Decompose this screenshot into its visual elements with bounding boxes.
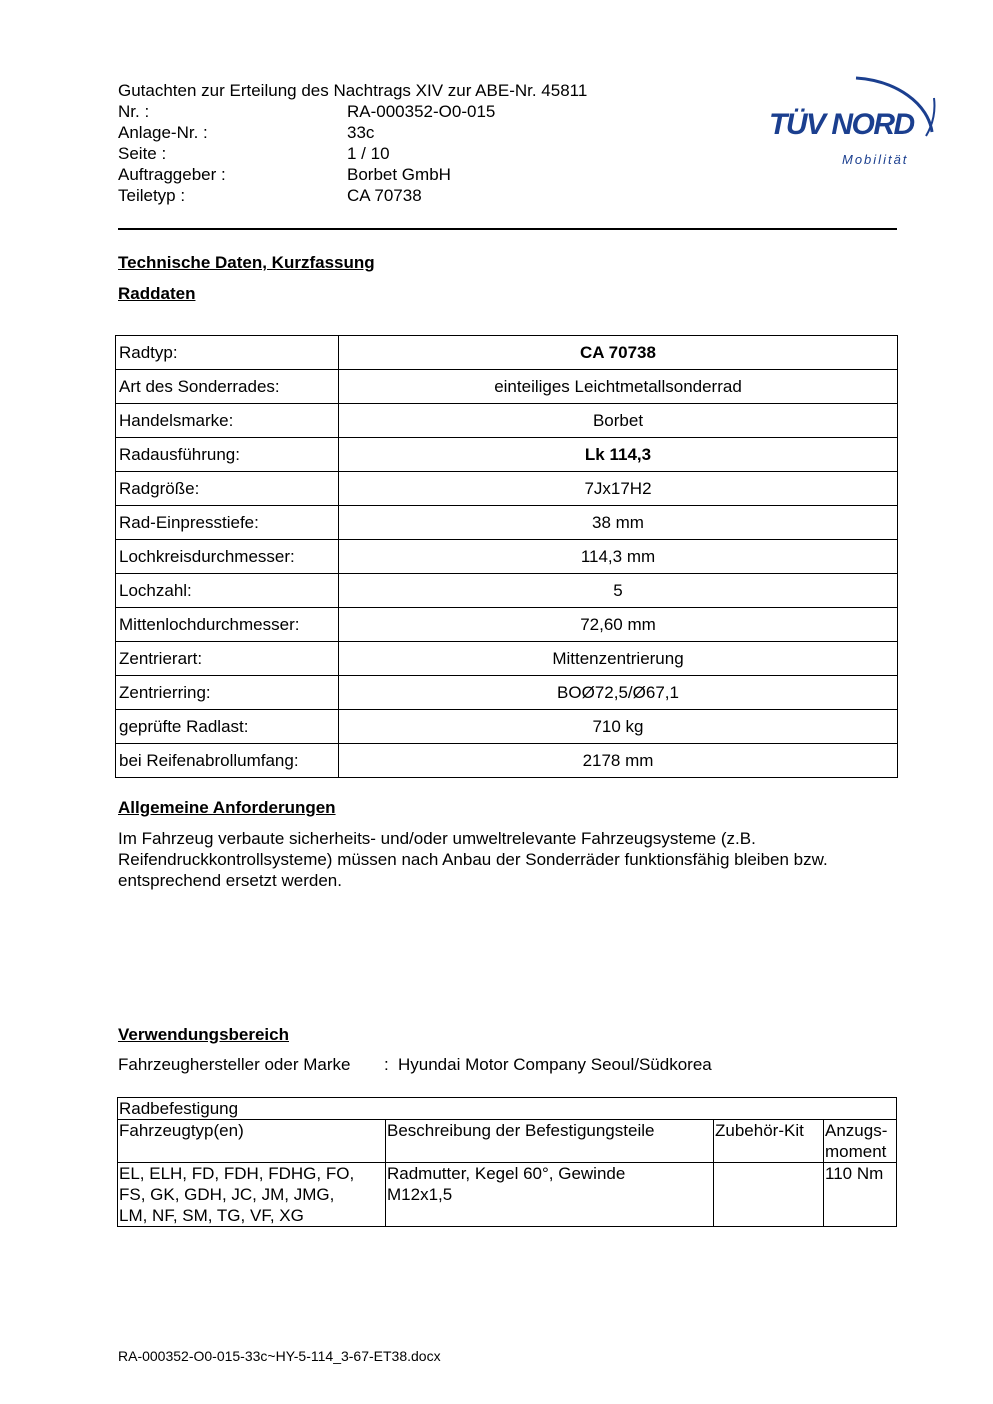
header-cell-fahrzeugtyp: Fahrzeugtyp(en): [118, 1120, 386, 1163]
header-row-teiletyp: [118, 185, 587, 206]
section-title-allgemein: Allgemeine Anforderungen: [118, 798, 336, 817]
section-title-tech: Technische Daten, Kurzfassung: [118, 253, 375, 272]
table-row: [116, 676, 898, 710]
table-cell-label: Handelsmarke:: [116, 404, 339, 438]
section-title-raddaten: Raddaten: [118, 284, 196, 303]
table-row: [118, 1163, 897, 1227]
table-cell-value: 2178 mm: [339, 744, 898, 778]
table-cell-value: BOØ72,5/Ø67,1: [339, 676, 898, 710]
header-row-auftraggeber: [118, 164, 587, 185]
radbefestigung-table: [117, 1097, 897, 1227]
header-cell-line: moment: [825, 1142, 887, 1161]
table-title-row: [118, 1098, 897, 1120]
cell-line: M12x1,5: [387, 1185, 453, 1204]
table-cell-label: bei Reifenabrollumfang:: [116, 744, 339, 778]
manufacturer-separator: :: [384, 1055, 389, 1074]
header-cell-anzugsmoment: [824, 1120, 897, 1163]
table-cell-value: 72,60 mm: [339, 608, 898, 642]
table-cell-label: Zentrierring:: [116, 676, 339, 710]
table-row: [116, 370, 898, 404]
table-cell-label: Rad-Einpresstiefe:: [116, 506, 339, 540]
manufacturer-label: Fahrzeughersteller oder Marke: [118, 1055, 351, 1074]
table-row: [116, 336, 898, 370]
header-label: Teiletyp :: [118, 186, 186, 205]
header-value: 33c: [347, 123, 375, 142]
table-cell-label: geprüfte Radlast:: [116, 710, 339, 744]
footer-filename: RA-000352-O0-015-33c~HY-5-114_3-67-ET38.docx: [118, 1348, 441, 1364]
table-cell-value: einteiliges Leichtmetallsonderrad: [339, 370, 898, 404]
table-cell-value: Lk 114,3: [339, 438, 898, 472]
header-cell-beschreibung: Beschreibung der Befestigungsteile: [386, 1120, 714, 1163]
header-cell-line: Anzugs-: [825, 1121, 888, 1140]
table-cell-label: Lochzahl:: [116, 574, 339, 608]
table-row: [116, 710, 898, 744]
document-title: Gutachten zur Erteilung des Nachtrags XIV zur ABE-Nr. 45811: [118, 81, 588, 100]
header-label: Anlage-Nr. :: [118, 123, 208, 142]
table-row: [116, 472, 898, 506]
table-cell-label: Radgröße:: [116, 472, 339, 506]
table-cell-value: 114,3 mm: [339, 540, 898, 574]
table-cell-label: Mittenlochdurchmesser:: [116, 608, 339, 642]
header-label: Nr. :: [118, 102, 150, 121]
paragraph-line: Reifendruckkontrollsysteme) müssen nach Anbau der Sonderräder funktionsfähig bleiben bzw.: [118, 850, 828, 869]
table-cell-value: Mittenzentrierung: [339, 642, 898, 676]
header-row-anlage: [118, 122, 587, 143]
cell-zubehoer-kit: [714, 1163, 824, 1227]
table-row: [116, 744, 898, 778]
table-cell-value: 38 mm: [339, 506, 898, 540]
paragraph-line: entsprechend ersetzt werden.: [118, 871, 342, 890]
manufacturer-line: [118, 1054, 712, 1075]
table-cell-label: Lochkreisdurchmesser:: [116, 540, 339, 574]
table-cell-value: CA 70738: [339, 336, 898, 370]
logo-wordmark: TÜV NORD: [769, 108, 914, 141]
paragraph-line: Im Fahrzeug verbaute sicherheits- und/oder umweltrelevante Fahrzeugsysteme (z.B.: [118, 829, 756, 848]
cell-line: EL, ELH, FD, FDH, FDHG, FO,: [119, 1164, 355, 1183]
header-row-nr: [118, 101, 587, 122]
logo-subtitle: Mobilität: [842, 152, 909, 167]
header-value: Borbet GmbH: [347, 165, 451, 184]
cell-fahrzeugtypen: [118, 1163, 386, 1227]
header-value: 1 / 10: [347, 144, 390, 163]
table-row: [116, 438, 898, 472]
header-label: Auftraggeber :: [118, 165, 226, 184]
table-row: [116, 642, 898, 676]
table-cell-label: Art des Sonderrades:: [116, 370, 339, 404]
table-cell-value: Borbet: [339, 404, 898, 438]
cell-line: FS, GK, GDH, JC, JM, JMG,: [119, 1185, 335, 1204]
table-row: [116, 506, 898, 540]
allgemein-paragraph: [118, 828, 908, 891]
cell-line: LM, NF, SM, TG, VF, XG: [119, 1206, 304, 1225]
table-cell-label: Radtyp:: [116, 336, 339, 370]
header-divider: [118, 228, 897, 230]
document-header: [118, 80, 587, 206]
table-cell-value: 710 kg: [339, 710, 898, 744]
section-title-verwendung: Verwendungsbereich: [118, 1025, 289, 1044]
tuev-nord-logo: [764, 58, 942, 170]
table-cell-label: Zentrierart:: [116, 642, 339, 676]
cell-line: Radmutter, Kegel 60°, Gewinde: [387, 1164, 626, 1183]
table-cell-value: 7Jx17H2: [339, 472, 898, 506]
header-cell-zubehoer: Zubehör-Kit: [714, 1120, 824, 1163]
header-label: Seite :: [118, 144, 167, 163]
table-cell-value: 5: [339, 574, 898, 608]
header-row-seite: [118, 143, 587, 164]
manufacturer-value: Hyundai Motor Company Seoul/Südkorea: [398, 1055, 712, 1074]
cell-anzugsmoment: 110 Nm: [824, 1163, 897, 1227]
header-value: CA 70738: [347, 186, 422, 205]
table-row: [116, 608, 898, 642]
header-value: RA-000352-O0-015: [347, 102, 496, 121]
cell-beschreibung: [386, 1163, 714, 1227]
table-header-row: [118, 1120, 897, 1163]
table-row: [116, 574, 898, 608]
table-cell-label: Radausführung:: [116, 438, 339, 472]
raddaten-table: [115, 335, 898, 778]
table-title-cell: Radbefestigung: [118, 1098, 897, 1120]
table-row: [116, 404, 898, 438]
table-row: [116, 540, 898, 574]
